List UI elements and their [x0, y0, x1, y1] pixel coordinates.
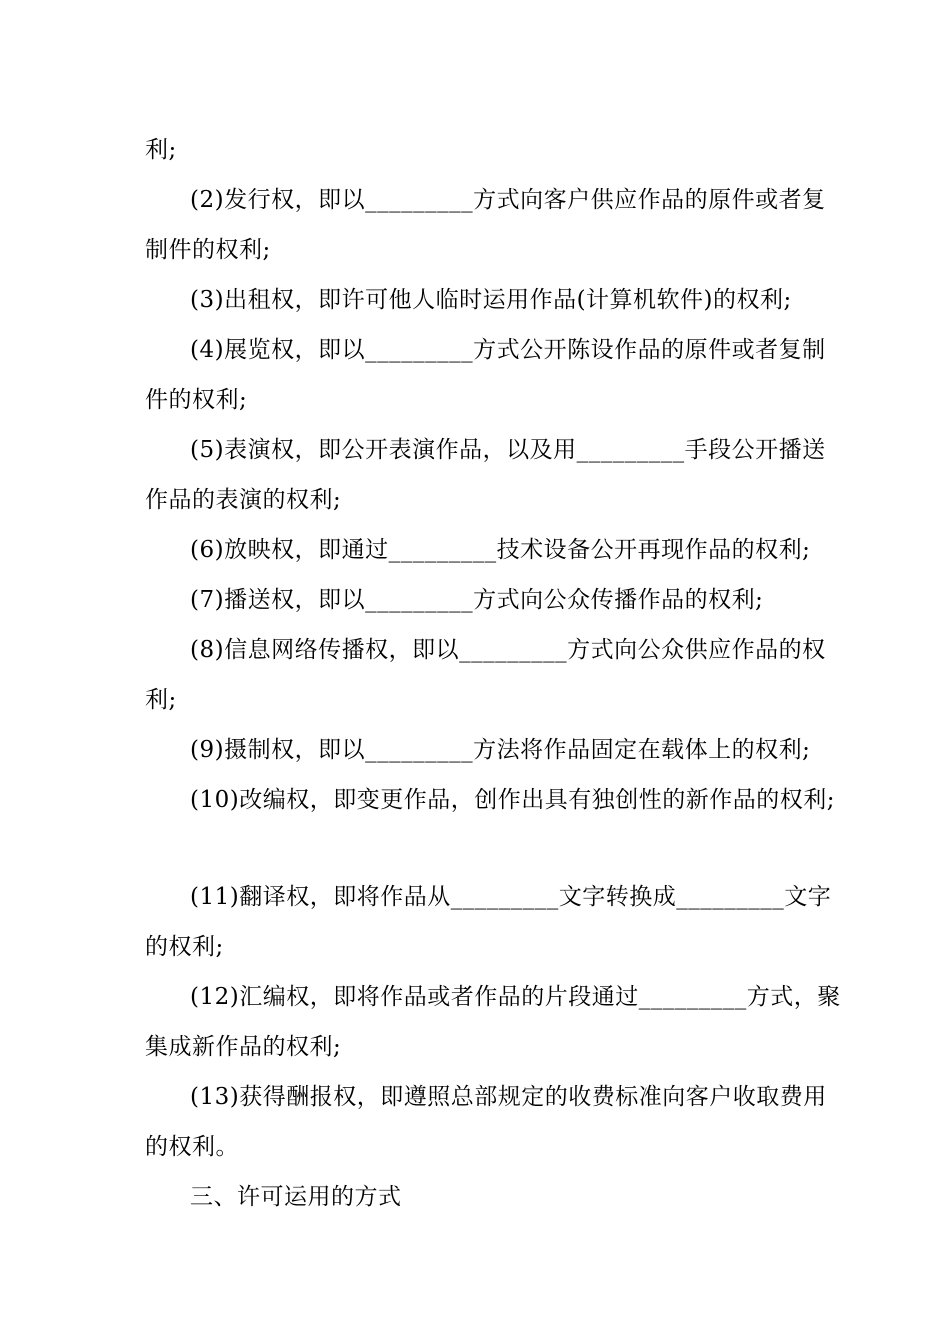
- text-line: 件的权利;: [145, 387, 248, 413]
- text-line: 利;: [145, 687, 177, 713]
- text-line: 利;: [145, 137, 177, 163]
- text-line: (9)摄制权，即以_________方法将作品固定在载体上的权利;: [190, 737, 811, 763]
- text-line: (6)放映权，即通过_________技术设备公开再现作品的权利;: [190, 537, 811, 563]
- text-line: (7)播送权，即以_________方式向公众传播作品的权利;: [190, 587, 764, 613]
- text-line: (8)信息网络传播权，即以_________方式向公众供应作品的权: [190, 637, 826, 663]
- text-line: (10)改编权，即变更作品，创作出具有独创性的新作品的权利;: [190, 787, 835, 813]
- text-line: (13)获得酬报权，即遵照总部规定的收费标准向客户收取费用: [190, 1084, 827, 1110]
- text-line: (12)汇编权，即将作品或者作品的片段通过_________方式，聚: [190, 984, 841, 1010]
- text-line: (5)表演权，即公开表演作品，以及用_________手段公开播送: [190, 437, 826, 463]
- text-line: (4)展览权，即以_________方式公开陈设作品的原件或者复制: [190, 337, 826, 363]
- text-line: (11)翻译权，即将作品从_________文字转换成_________文字: [190, 884, 832, 910]
- text-line: 的权利。: [145, 1134, 239, 1160]
- text-line: 的权利;: [145, 934, 224, 960]
- text-line: (2)发行权，即以_________方式向客户供应作品的原件或者复: [190, 187, 826, 213]
- text-line: 制件的权利;: [145, 237, 271, 263]
- text-line: (3)出租权，即许可他人临时运用作品(计算机软件)的权利;: [190, 287, 792, 313]
- text-line: 作品的表演的权利;: [145, 487, 342, 513]
- section-heading: 三、许可运用的方式: [190, 1184, 402, 1210]
- text-line: 集成新作品的权利;: [145, 1034, 342, 1060]
